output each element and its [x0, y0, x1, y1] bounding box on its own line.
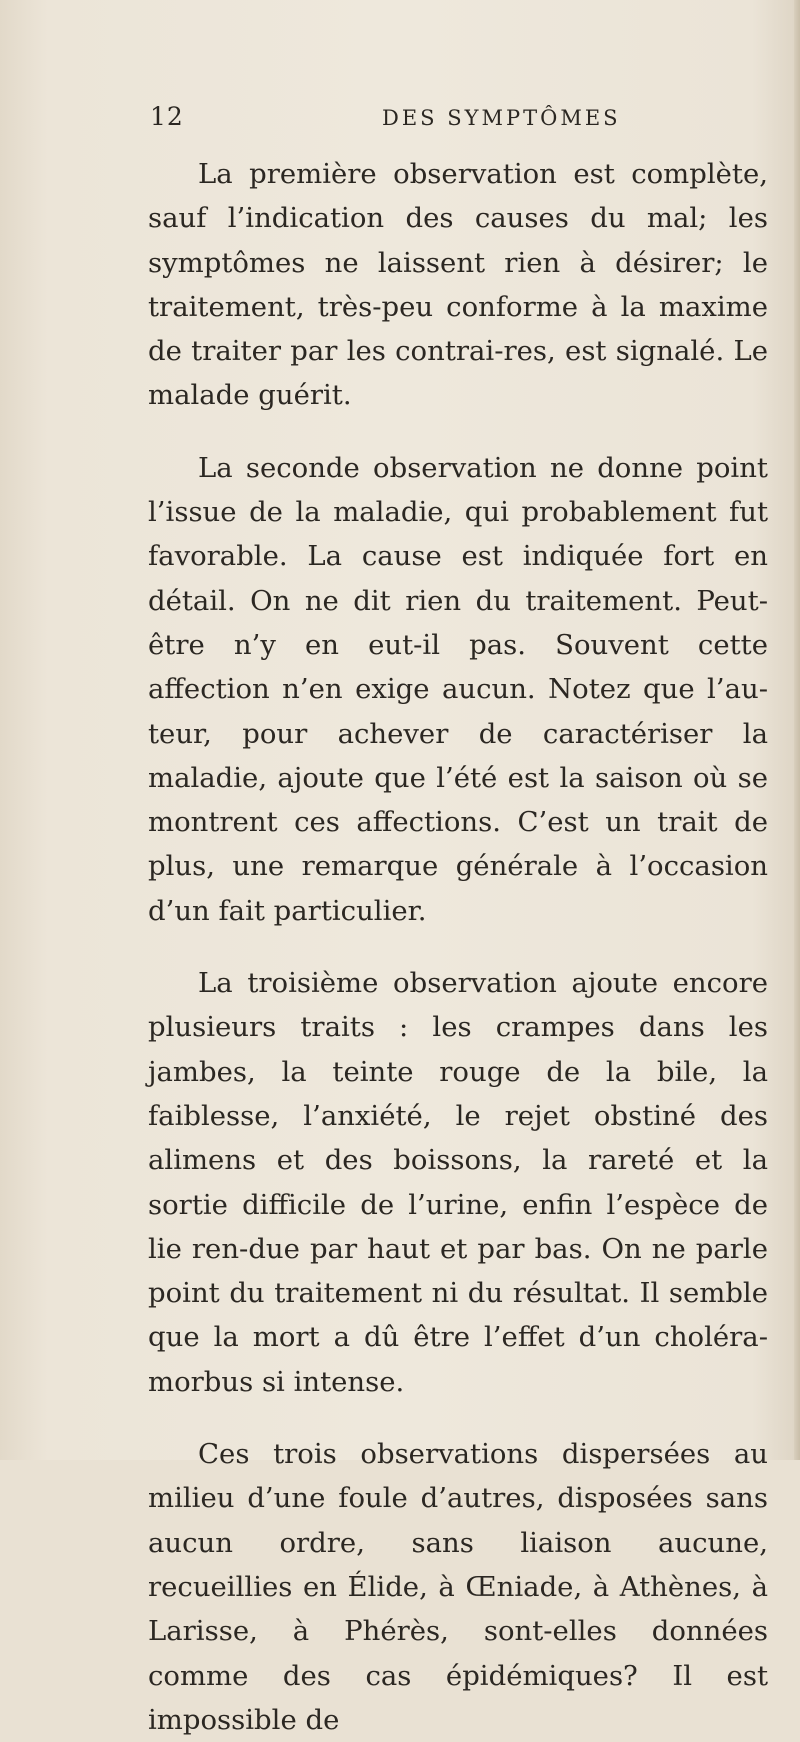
page-edge	[794, 0, 800, 1460]
body-text	[148, 152, 768, 1742]
paragraph-third-observation: La troisième observation ajoute encore plusieurs traits : les crampes dans les jambes, la teinte rouge de la bile, la faiblesse, l’anxiété, le rejet obstiné des alimens et des boissons, la rareté et la sortie difficile de l’urine, enfin l’espèce de lie ren-due par haut et par bas. On ne parle point du traitement ni du résultat. Il semble que la mort a dû être l’effet d’un choléra-morbus si intense.	[148, 967, 768, 1398]
paragraph-conclusion: Ces trois observations dispersées au milieu d’une foule d’autres, disposées sans aucun ordre, sans liaison aucune, recueillies en Élide, à Œniade, à Athènes, à Larisse, à Phérès, sont-elles données comme des cas épidémiques? Il est impossible de	[148, 1438, 768, 1736]
running-title: DES SYMPTÔMES	[382, 106, 621, 130]
paragraph-second-observation: La seconde observation ne donne point l’issue de la maladie, qui probablement fut favorable. La cause est indiquée fort en détail. On ne dit rien du traitement. Peut-être n’y en eut-il pas. Souvent cette affection n’en exige aucun. Notez que l’au-teur, pour achever de caractériser la maladie, ajoute que l’été est la saison où se montrent ces affections. C’est un trait de plus, une remarque générale à l’occasion d’un fait particulier.	[148, 451, 768, 927]
running-header	[150, 102, 770, 136]
page-number: 12	[150, 102, 184, 131]
paragraph-first-observation: La première observation est complète, sauf l’indication des causes du mal; les symptômes ne laissent rien à désirer; le traitement, très-peu conforme à la maxime de traiter par les contrai-res, est signalé. Le malade guérit.	[148, 158, 768, 412]
